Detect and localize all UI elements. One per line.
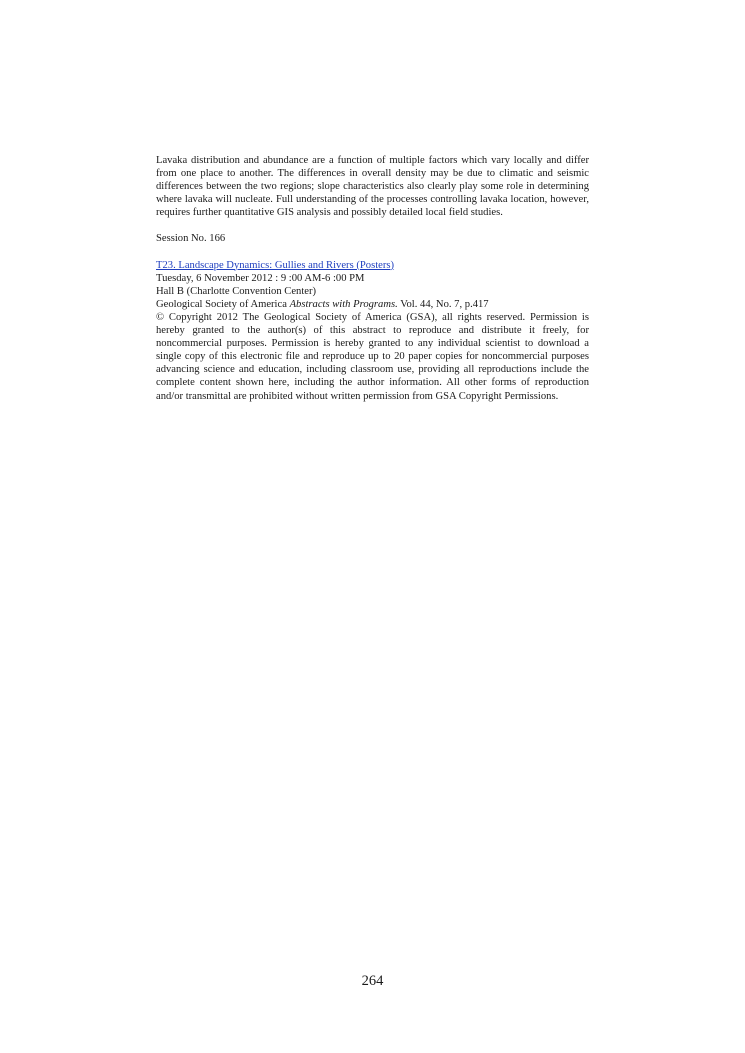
session-topic-link-line [156, 259, 589, 272]
document-body [156, 154, 589, 403]
copyright-notice: © Copyright 2012 The Geological Society of America (GSA), all rights reserved. Permission is hereby granted to the author(s) of this abstract to reproduce and distribute it freely, for noncommercial purposes. Permission is hereby granted to any individual scientist to download a single copy of this electronic file and reproduce up to 20 paper copies for noncommercial purposes advancing science and education, including classroom use, providing all reproductions include the complete content shown here, including the author information. All other forms of reproduction and/or transmittal are prohibited without written permission from GSA Copyright Permissions. [156, 311, 589, 402]
session-location: Hall B (Charlotte Convention Center) [156, 285, 317, 297]
abstract-paragraph: Lavaka distribution and abundance are a function of multiple factors which vary locally and differ from one place to another. The differences in overall density may be due to climatic and seismic differences between the two regions; slope characteristics also clearly play some role in determining where lavaka will nucleate. Full understanding of the processes controlling lavaka location, however, requires further quantitative GIS analysis and possibly detailed local field studies. [156, 155, 589, 219]
session-topic-link[interactable]: T23. Landscape Dynamics: Gullies and Rivers (Posters) [156, 259, 395, 271]
session-number: Session No. 166 [156, 233, 226, 245]
citation [156, 298, 589, 311]
citation-prefix: Geological Society of America [156, 298, 290, 310]
spacer [156, 246, 589, 259]
session-datetime: Tuesday, 6 November 2012 : 9 :00 AM-6 :00 PM [156, 272, 365, 284]
citation-suffix: Vol. 44, No. 7, p.417 [397, 298, 489, 310]
spacer [156, 219, 589, 232]
citation-journal: Abstracts with Programs. [289, 298, 398, 310]
page-number: 264 [361, 973, 384, 989]
